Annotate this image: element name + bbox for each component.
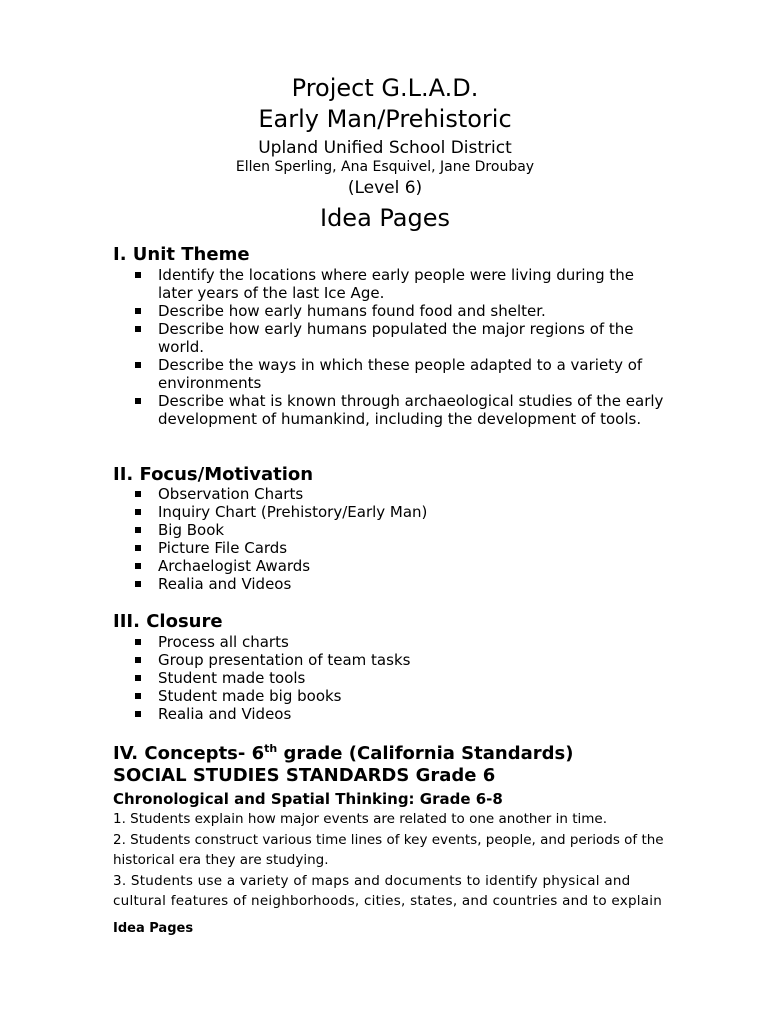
standard-paragraph: 2. Students construct various time lines of key events, people, and periods of the historical era they are studying. — [113, 831, 664, 868]
list-item-text: Inquiry Chart (Prehistory/Early Man) — [158, 503, 428, 521]
bullet-icon — [135, 545, 141, 551]
bullet-icon — [135, 581, 141, 587]
list-item-text: Big Book — [158, 521, 225, 539]
bullet-icon — [135, 491, 141, 497]
list-item — [113, 557, 673, 575]
list-item-text: Describe what is known through archaeological studies of the early development of humankind, including the development of tools. — [158, 392, 664, 428]
unit-theme-list — [113, 266, 673, 428]
page-footer: Idea Pages — [113, 921, 194, 936]
list-item-text: Describe how early humans found food and shelter. — [158, 302, 546, 320]
list-item-text: Process all charts — [158, 633, 289, 651]
bullet-icon — [135, 639, 141, 645]
list-item — [113, 705, 673, 723]
list-item — [113, 633, 673, 651]
list-item — [113, 485, 673, 503]
list-item — [113, 651, 673, 669]
list-item — [113, 356, 673, 392]
list-item — [113, 266, 673, 302]
bullet-icon — [135, 693, 141, 699]
concepts-heading-sup: th — [264, 742, 278, 755]
section-heading-unit-theme: I. Unit Theme — [113, 244, 250, 265]
standards-subheading: Chronological and Spatial Thinking: Grade 6-8 — [113, 790, 503, 808]
list-item-text: Realia and Videos — [158, 575, 292, 593]
list-item — [113, 669, 673, 687]
list-item — [113, 687, 673, 705]
page-title: Idea Pages — [319, 204, 451, 232]
bullet-icon — [135, 563, 141, 569]
bullet-icon — [135, 657, 141, 663]
bullet-icon — [135, 398, 141, 404]
grade-level: (Level 6) — [347, 178, 423, 198]
list-item-text: Realia and Videos — [158, 705, 292, 723]
bullet-icon — [135, 362, 141, 368]
standards-heading: SOCIAL STUDIES STANDARDS Grade 6 — [113, 765, 496, 786]
bullet-icon — [135, 326, 141, 332]
unit-subtitle: Early Man/Prehistoric — [258, 105, 512, 133]
district-name: Upland Unified School District — [258, 138, 512, 158]
bullet-icon — [135, 675, 141, 681]
section-heading-closure: III. Closure — [113, 611, 223, 632]
list-item-text: Picture File Cards — [158, 539, 288, 557]
bullet-icon — [135, 527, 141, 533]
list-item-text: Observation Charts — [158, 485, 304, 503]
concepts-heading-prefix: IV. Concepts- 6 — [113, 743, 265, 764]
standard-paragraph: 3. Students use a variety of maps and documents to identify physical and cultural features of neighborhoods, cities, states, and countries and to explain — [113, 872, 663, 909]
list-item — [113, 392, 673, 428]
standard-paragraph: 1. Students explain how major events are related to one another in time. — [113, 811, 607, 827]
list-item-text: Student made tools — [158, 669, 306, 687]
concepts-section — [113, 743, 673, 912]
section-heading-concepts — [113, 743, 673, 765]
list-item-text: Describe the ways in which these people adapted to a variety of environments — [158, 356, 643, 392]
list-item — [113, 539, 673, 557]
list-item — [113, 575, 673, 593]
list-item — [113, 503, 673, 521]
list-item-text: Group presentation of team tasks — [158, 651, 411, 669]
title-block — [0, 73, 770, 235]
bullet-icon — [135, 272, 141, 278]
section-heading-focus-motivation: II. Focus/Motivation — [113, 464, 314, 485]
author-names: Ellen Sperling, Ana Esquivel, Jane Droubay — [235, 159, 535, 175]
list-item-text: Student made big books — [158, 687, 342, 705]
list-item-text: Describe how early humans populated the major regions of the world. — [158, 320, 634, 356]
closure-list — [113, 633, 673, 723]
bullet-icon — [135, 308, 141, 314]
concepts-heading-suffix: grade (California Standards) — [277, 743, 574, 764]
bullet-icon — [135, 711, 141, 717]
list-item-text: Identify the locations where early people were living during the later years of the last Ice Age. — [158, 266, 635, 302]
list-item — [113, 521, 673, 539]
bullet-icon — [135, 509, 141, 515]
project-title: Project G.L.A.D. — [291, 74, 479, 102]
focus-motivation-list — [113, 485, 673, 593]
list-item-text: Archaelogist Awards — [158, 557, 311, 575]
list-item — [113, 302, 673, 320]
list-item — [113, 320, 673, 356]
